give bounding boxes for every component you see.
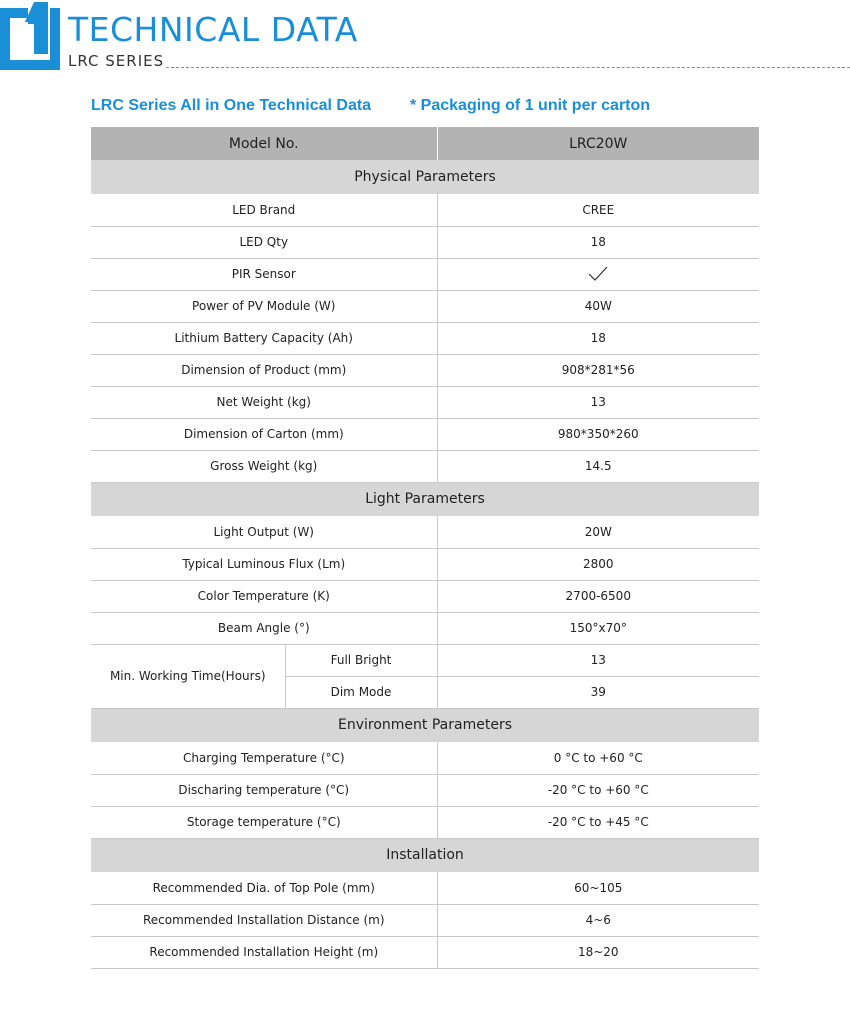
table-row (91, 450, 759, 482)
brand-logo-icon (0, 2, 60, 70)
row-label: Recommended Installation Distance (m) (91, 904, 437, 936)
section-environment (91, 708, 759, 742)
section-title: Installation (91, 838, 759, 872)
table-row (91, 612, 759, 644)
section-title: Environment Parameters (91, 708, 759, 742)
row-label: Charging Temperature (°C) (91, 742, 437, 774)
row-label: Min. Working Time(Hours) (91, 644, 285, 708)
table-row (91, 354, 759, 386)
row-label: LED Qty (91, 226, 437, 258)
row-value: CREE (437, 194, 759, 226)
packaging-note: * Packaging of 1 unit per carton (410, 97, 651, 114)
table-row (91, 290, 759, 322)
row-sublabel: Dim Mode (285, 676, 437, 708)
row-label: Beam Angle (°) (91, 612, 437, 644)
row-label: Gross Weight (kg) (91, 450, 437, 482)
table-row (91, 386, 759, 418)
table-row (91, 872, 759, 904)
row-value: -20 °C to +60 °C (437, 774, 759, 806)
row-value: 18 (437, 322, 759, 354)
table-heading: LRC Series All in One Technical Data (91, 97, 372, 114)
technical-data-table (91, 127, 759, 969)
row-value: 13 (437, 386, 759, 418)
row-label: Discharing temperature (°C) (91, 774, 437, 806)
row-value: 150°x70° (437, 612, 759, 644)
table-row (91, 418, 759, 450)
row-value: 980*350*260 (437, 418, 759, 450)
row-label: Storage temperature (°C) (91, 806, 437, 838)
row-value (437, 258, 759, 290)
row-label: Net Weight (kg) (91, 386, 437, 418)
row-label: Light Output (W) (91, 516, 437, 548)
header-divider (166, 67, 850, 68)
table-row (91, 258, 759, 290)
row-label: PIR Sensor (91, 258, 437, 290)
page-title: TECHNICAL DATA (68, 10, 358, 49)
table-row (91, 936, 759, 968)
row-label: Lithium Battery Capacity (Ah) (91, 322, 437, 354)
section-title: Light Parameters (91, 482, 759, 516)
table-row (91, 516, 759, 548)
row-value: 4~6 (437, 904, 759, 936)
page-subtitle: LRC SERIES (68, 52, 165, 70)
table-row (91, 774, 759, 806)
row-label: Recommended Dia. of Top Pole (mm) (91, 872, 437, 904)
row-label: Typical Luminous Flux (Lm) (91, 548, 437, 580)
row-value: 0 °C to +60 °C (437, 742, 759, 774)
section-light (91, 482, 759, 516)
table-row (91, 904, 759, 936)
row-value: 18~20 (437, 936, 759, 968)
row-value: 908*281*56 (437, 354, 759, 386)
table-row (91, 742, 759, 774)
row-value: 20W (437, 516, 759, 548)
table-row (91, 226, 759, 258)
row-label: Dimension of Product (mm) (91, 354, 437, 386)
row-label: Recommended Installation Height (m) (91, 936, 437, 968)
row-value: 40W (437, 290, 759, 322)
model-value: LRC20W (437, 127, 759, 160)
table-row (91, 644, 759, 676)
row-value: 13 (437, 644, 759, 676)
table-row (91, 322, 759, 354)
row-value: -20 °C to +45 °C (437, 806, 759, 838)
row-label: Power of PV Module (W) (91, 290, 437, 322)
table-row (91, 194, 759, 226)
row-value: 60~105 (437, 872, 759, 904)
checkmark-icon (587, 266, 609, 282)
section-title: Physical Parameters (91, 160, 759, 194)
row-value: 14.5 (437, 450, 759, 482)
model-label: Model No. (91, 127, 437, 160)
section-physical (91, 160, 759, 194)
row-sublabel: Full Bright (285, 644, 437, 676)
table-row (91, 806, 759, 838)
table-row (91, 580, 759, 612)
row-value: 2800 (437, 548, 759, 580)
row-value: 39 (437, 676, 759, 708)
row-label: Dimension of Carton (mm) (91, 418, 437, 450)
row-value: 2700-6500 (437, 580, 759, 612)
table-row (91, 548, 759, 580)
row-label: LED Brand (91, 194, 437, 226)
model-row (91, 127, 759, 160)
section-installation (91, 838, 759, 872)
row-label: Color Temperature (K) (91, 580, 437, 612)
row-value: 18 (437, 226, 759, 258)
